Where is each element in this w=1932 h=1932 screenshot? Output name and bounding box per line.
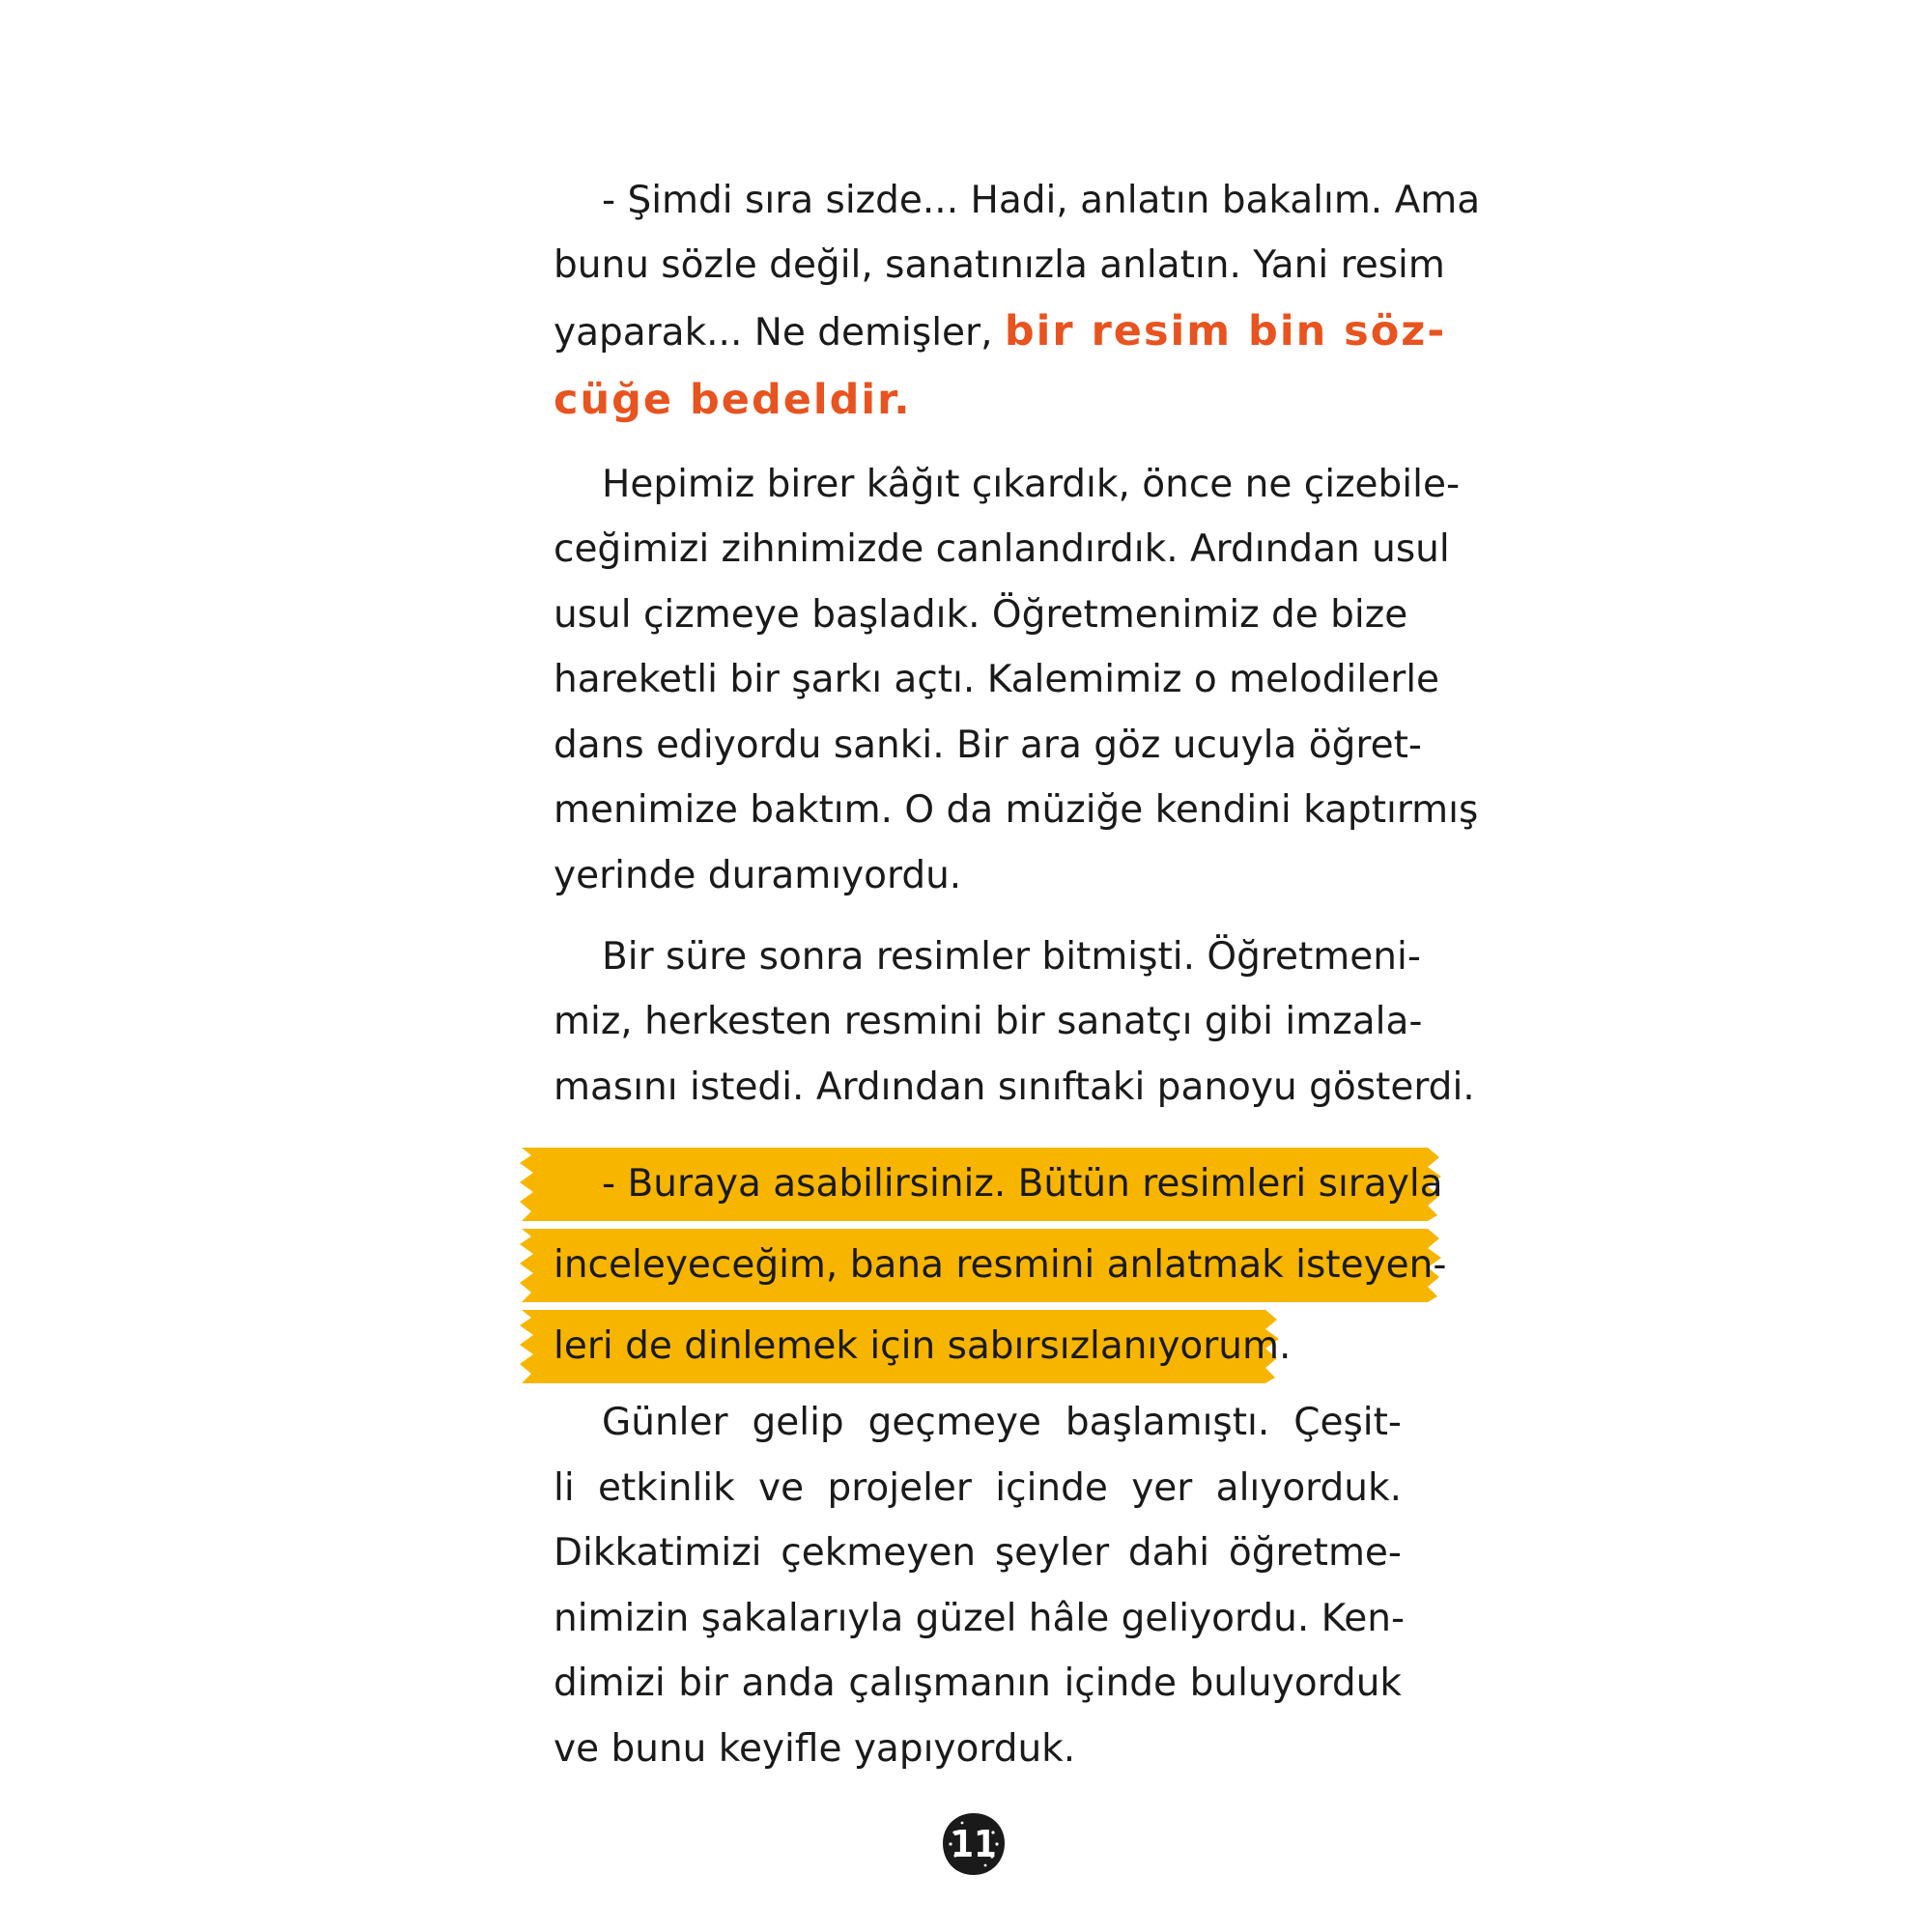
text-line: yerinde duramıyordu. xyxy=(554,854,962,897)
text-line: masını istedi. Ardından sınıftaki panoyu gösterdi. xyxy=(554,1065,1475,1109)
text-line: ve bunu keyifle yapıyorduk. xyxy=(554,1727,1076,1771)
text-line: menimize baktım. O da müziğe kendini kaptırmış xyxy=(554,788,1479,832)
text-line: Bir süre sonra resimler bitmişti. Öğretmeni- xyxy=(602,935,1421,979)
emphasis-text: cüğe bedeldir. xyxy=(554,376,912,424)
highlighted-text-line: inceleyeceğim, bana resmini anlatmak isteyen- xyxy=(554,1243,1447,1287)
text-line: bunu sözle değil, sanatınızla anlatın. Yani resim xyxy=(554,243,1445,287)
text-fragment: yaparak... Ne demişler, xyxy=(554,311,993,355)
text-line: hareketli bir şarkı açtı. Kalemimiz o melodilerle xyxy=(554,658,1440,701)
text-line: ceğimizi zihnimizde canlandırdık. Ardından usul xyxy=(554,527,1450,571)
text-line: dimizi bir anda çalışmanın içinde buluyorduk xyxy=(554,1662,1402,1705)
text-line: miz, herkesten resmini bir sanatçı gibi imzala- xyxy=(554,1000,1423,1043)
highlighted-text-line: - Buraya asabilirsiniz. Bütün resimleri sırayla xyxy=(602,1162,1443,1206)
text-line: Hepimiz birer kâğıt çıkardık, önce ne çizebile- xyxy=(602,463,1461,506)
emphasis-text: bir resim bin söz- xyxy=(1004,307,1447,355)
text-line: nimizin şakalarıyla güzel hâle geliyordu. Ken- xyxy=(554,1597,1406,1640)
text-line: Dikkatimizi çekmeyen şeyler dahi öğretme- xyxy=(554,1531,1402,1575)
text-line-mixed xyxy=(554,302,1447,360)
text-line: Günler gelip geçmeye başlamıştı. Çeşit- xyxy=(602,1401,1402,1444)
text-line: usul çizmeye başladık. Öğretmenimiz de bize xyxy=(554,593,1408,637)
text-line xyxy=(554,371,1402,429)
highlighted-text-line: leri de dinlemek için sabırsızlanıyorum. xyxy=(554,1324,1292,1368)
page-number: 11 xyxy=(951,1823,997,1865)
text-line: - Şimdi sıra sizde... Hadi, anlatın bakalım. Ama xyxy=(602,179,1481,222)
text-line: dans ediyordu sanki. Bir ara göz ucuyla öğret- xyxy=(554,724,1422,767)
text-line: li etkinlik ve projeler içinde yer alıyorduk. xyxy=(554,1466,1402,1510)
